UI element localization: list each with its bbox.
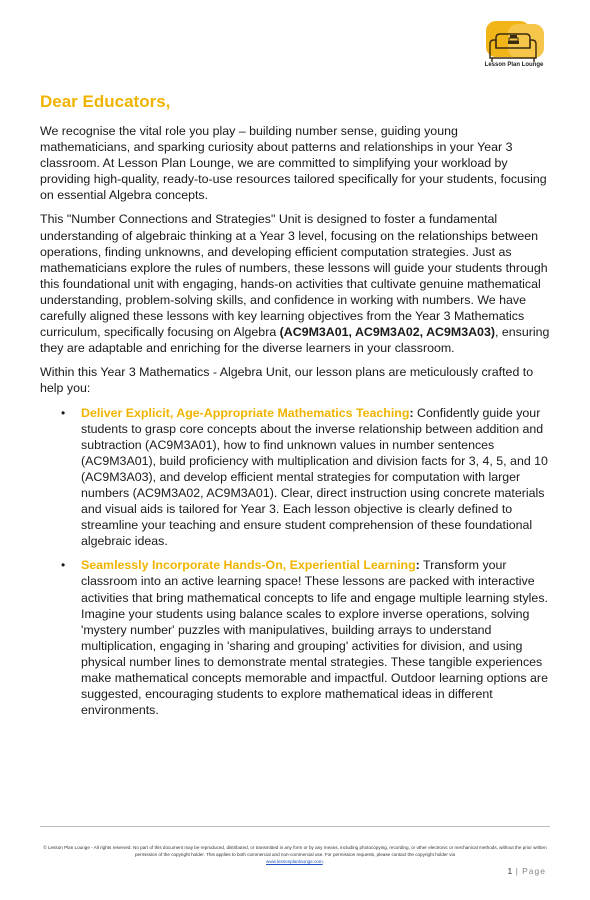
copyright-text: © Lesson Plan Lounge - All rights reserved. No part of this document may be reproduced, distributed, or transmitted in any form or by any means, including photocopying, recording, or other electronic or mechanical methods, without the prior written permission of the copyright holder. This applies to both commercial and non-commercial use. For permission requests, please contact the copyright holder via (43, 845, 547, 857)
list-item-colon: : (409, 405, 414, 420)
footer-period: . (322, 859, 324, 864)
footer-copyright (40, 844, 550, 865)
bullet-dot-icon: • (61, 405, 66, 420)
page-title: Dear Educators, (40, 92, 171, 111)
page-number (507, 866, 546, 876)
list-item (40, 557, 550, 718)
list-item-text: Confidently guide your students to grasp core concepts about the inverse relationship between addition and subtraction (AC9M3A01), how to find unknown values in number sentences (AC9M3A01), build proficiency with multiplication and division facts for 3, 4, 5, and 10 (AC9M3A03), and develop efficient mental strategies for computation with larger numbers (AC9M3A02, AC9M3A01). Clear, direct instruction using concrete materials and visual aids is tailored for Year 3. Each lesson objective is clearly defined to streamline your teaching and ensure student comprehension of these foundational algebraic ideas. (81, 405, 548, 549)
list-item-title: Deliver Explicit, Age-Appropriate Mathematics Teaching (81, 405, 410, 420)
list-item (40, 405, 550, 550)
unit-description-paragraph (40, 211, 550, 356)
page-separator: | (512, 866, 523, 876)
page-label: Page (522, 866, 546, 876)
list-item-title: Seamlessly Incorporate Hands-On, Experiential Learning (81, 558, 416, 573)
intro-paragraph: We recognise the vital role you play – building number sense, guiding young mathematicians, and sparking curiosity about patterns and relationships in your Year 3 classroom. At Lesson Plan Lounge, we are committed to simplifying your workload by providing high-quality, ready-to-use resources tailored specifically for your students, focusing on essential Algebra concepts. (40, 124, 547, 203)
bullet-dot-icon: • (61, 558, 66, 573)
letter-body (40, 123, 550, 726)
lead-in-paragraph: Within this Year 3 Mathematics - Algebra Unit, our lesson plans are meticulously crafted to help you: (40, 365, 534, 396)
unit-description-text: This "Number Connections and Strategies" Unit is designed to foster a fundamental understanding of algebraic thinking at a Year 3 level, focusing on the relationships between operations, finding unknowns, and developing efficient computation strategies. Just as mathematicians explore the rules of numbers, these lessons will guide your students through this foundational unit with engaging, hands-on activities that cultivate genuine mathematical understanding, problem-solving skills, and confidence in working with numbers. We have carefully aligned these lessons with key learning objectives from the Year 3 Mathematics curriculum, specifically focusing on Algebra (40, 212, 548, 340)
unit-description-text-end: , ensuring they are adaptable and enriching for the diverse learners in your classroom. (40, 325, 550, 356)
logo-text: Lesson Plan Lounge (484, 62, 544, 68)
website-link[interactable]: www.lessonplanlounge.com (266, 859, 323, 864)
benefits-list (40, 405, 550, 719)
list-item-text: Transform your classroom into an active learning space! These lessons are packed with interactive activities that bring mathematical concepts to life and engage multiple learning styles. Imagine your students using balance scales to explore inverse operations, solving 'mystery number' puzzles with manipulatives, building arrays to understand multiplication, engaging in 'sharing and grouping' activities for division, and using physical number lines to demonstrate mental strategies. These tangible experiences make mathematical concepts memorable and impactful. Outdoor learning options are suggested, encouraging students to explore mathematical ideas in different environments. (81, 558, 548, 718)
footer-divider (40, 826, 550, 827)
curriculum-codes: (AC9M3A01, AC9M3A02, AC9M3A03) (279, 325, 495, 340)
list-item-colon: : (415, 558, 420, 573)
page-number-value: 1 (507, 866, 513, 876)
